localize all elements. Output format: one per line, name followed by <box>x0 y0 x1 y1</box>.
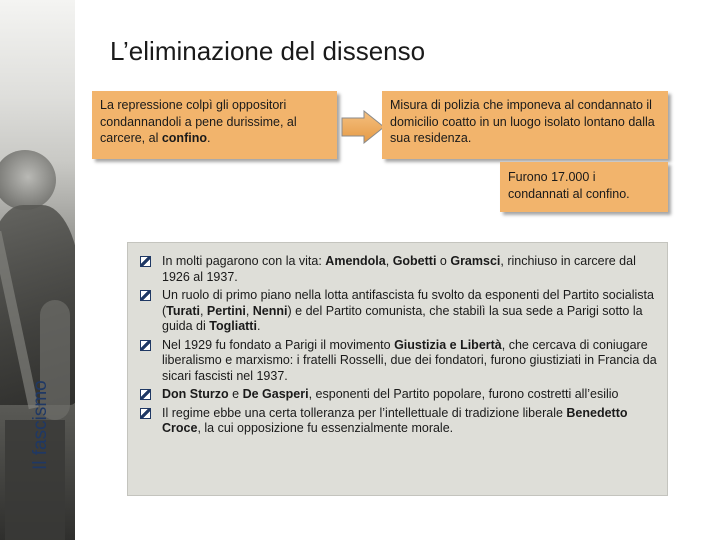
list-item: Don Sturzo e De Gasperi, esponenti del Partito popolare, furono costretti all’esilio <box>140 387 657 403</box>
repression-box: La repressione colpì gli oppositori condannandoli a pene durissime, al carcere, al confino. <box>92 91 337 159</box>
checkbox-bullet-icon <box>140 290 151 301</box>
count-box: Furono 17.000 i condannati al confino. <box>500 162 668 212</box>
bullet-list-box <box>127 242 668 496</box>
list-item: Il regime ebbe una certa tolleranza per l’intellettuale di tradizione liberale Benedetto Croce, la cui opposizione fu essenzialmente morale. <box>140 406 657 437</box>
list-item: In molti pagarono con la vita: Amendola, Gobetti o Gramsci, rinchiuso in carcere dal 1926 al 1937. <box>140 254 657 285</box>
definition-box: Misura di polizia che imponeva al condannato il domicilio coatto in un luogo isolato lontano dalla sua residenza. <box>382 91 668 159</box>
list-item: Un ruolo di primo piano nella lotta antifascista fu svolto da esponenti del Partito socialista (Turati, Pertini, Nenni) e del Partito comunista, che stabilì la sua sede a Parigi sotto la guida di Togliatti. <box>140 288 657 335</box>
checkbox-bullet-icon <box>140 256 151 267</box>
checkbox-bullet-icon <box>140 408 151 419</box>
slide-title: L’eliminazione del dissenso <box>110 36 426 66</box>
arrow-icon <box>340 110 386 144</box>
checkbox-bullet-icon <box>140 389 151 400</box>
checkbox-bullet-icon <box>140 340 151 351</box>
side-label: Il fascismo <box>30 380 51 470</box>
photo-figure-head <box>0 150 56 210</box>
bullet-list <box>140 254 657 437</box>
list-item: Nel 1929 fu fondato a Parigi il movimento Giustizia e Libertà, che cercava di coniugare liberalismo e marxismo: i fratelli Rosselli, due dei fondatori, furono giustiziati in Francia da sicari fascisti nel 1937. <box>140 338 657 385</box>
